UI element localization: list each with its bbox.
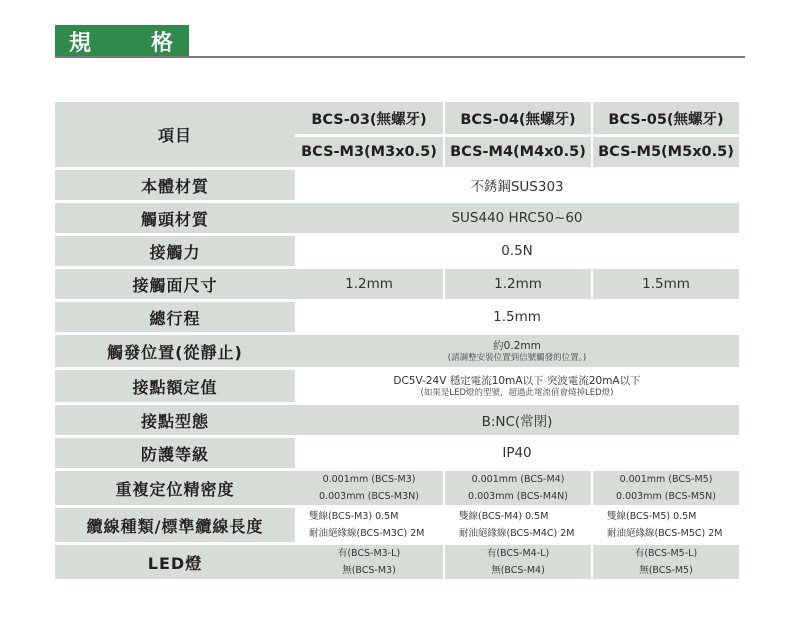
row-value-line: 有(BCS-M4-L) [486,548,550,559]
row-value-cell [295,335,739,367]
row-label: 總行程 [55,302,295,332]
row-value: 1.2mm [443,269,591,299]
row-contact-size [55,269,739,299]
row-label: 防護等級 [55,438,295,468]
row-value-line: 0.001mm (BCS-M5) [619,474,713,485]
row-contact-type [55,405,739,435]
row-body-material [55,170,739,200]
item-header: 項目 [55,102,295,167]
row-repeatability [55,471,739,505]
row-value-line: 有(BCS-M3-L) [337,548,401,559]
row-value-cell [591,508,739,542]
row-value-line: 雙線(BCS-M4) 0.5M [459,511,549,522]
thread-header-2: BCS-M4(M4x0.5) [443,137,591,167]
row-cable [55,508,739,542]
row-value: 不銹鋼SUS303 [470,179,564,195]
row-value-line: 0.001mm (BCS-M4) [471,474,565,485]
row-value-cell [295,370,739,402]
row-contact-material [55,203,739,233]
model-header-2: BCS-04(無螺牙) [443,102,591,134]
row-value: 1.5mm [493,309,541,325]
section-title-char-2: 格 [150,30,175,56]
row-value-cell [443,508,591,542]
row-value-line: 有(BCS-M5-L) [634,548,698,559]
row-label: 接觸面尺寸 [55,269,295,299]
row-value-line: 雙線(BCS-M5) 0.5M [607,511,697,522]
row-value-cell [443,471,591,505]
row-value: IP40 [502,445,532,461]
model-header-3: BCS-05(無螺牙) [591,102,739,134]
row-value-line: 耐油絕緣線(BCS-M4C) 2M [459,528,575,539]
row-label: LED燈 [55,545,295,579]
row-label: 接點額定值 [55,370,295,402]
title-divider [55,56,745,58]
row-label: 觸頭材質 [55,203,295,233]
row-value-line: 無(BCS-M4) [491,565,545,576]
row-value-cell [295,545,443,579]
row-label: 觸發位置(從靜止) [55,335,295,367]
row-value-line: 耐油絕緣線(BCS-M5C) 2M [607,528,723,539]
spec-table [55,99,739,582]
row-label: 纜線種類/標準纜線長度 [55,508,295,542]
row-total-stroke [55,302,739,332]
row-value-line: 雙線(BCS-M3) 0.5M [309,511,399,522]
model-header-1: BCS-03(無螺牙) [295,102,443,134]
row-label: 本體材質 [55,170,295,200]
header-row-models [55,102,739,134]
row-value-cell [295,471,443,505]
row-value-cell [443,545,591,579]
row-value-cell [591,471,739,505]
row-value: SUS440 HRC50~60 [295,203,739,233]
row-value: 1.5mm [591,269,739,299]
row-note: (如果是LED燈的型號，超過此電流值會燒掉LED燈) [420,387,614,398]
row-label: 接點型態 [55,405,295,435]
row-label: 接觸力 [55,236,295,266]
row-value: DC5V-24V 穩定電流10mA以下 突波電流20mA以下 [393,374,641,387]
row-trigger-position [55,335,739,367]
row-value-line: 無(BCS-M3) [342,565,396,576]
row-value-line: 0.001mm (BCS-M3) [322,474,416,485]
row-value-line: 0.003mm (BCS-M3N) [319,491,419,502]
row-value-line: 耐油絕緣線(BCS-M3C) 2M [309,528,425,539]
row-label: 重複定位精密度 [55,471,295,505]
row-value-line: 0.003mm (BCS-M5N) [616,491,716,502]
row-contact-force [55,236,739,266]
row-led [55,545,739,579]
row-value-line: 0.003mm (BCS-M4N) [468,491,568,502]
row-note: (請調整安裝位置到信號觸發的位置。) [447,352,587,363]
section-title-char-1: 規 [69,30,94,56]
row-value: B:NC(常閉) [295,405,739,435]
row-value: 1.2mm [295,269,443,299]
row-value-cell [591,545,739,579]
row-value: 約0.2mm [493,339,541,352]
section-title [55,25,189,57]
row-value-cell [295,508,443,542]
thread-header-3: BCS-M5(M5x0.5) [591,137,739,167]
row-contact-rating [55,370,739,402]
thread-header-1: BCS-M3(M3x0.5) [295,137,443,167]
row-value-line: 無(BCS-M5) [639,565,693,576]
row-protection [55,438,739,468]
row-value: 0.5N [501,243,533,259]
